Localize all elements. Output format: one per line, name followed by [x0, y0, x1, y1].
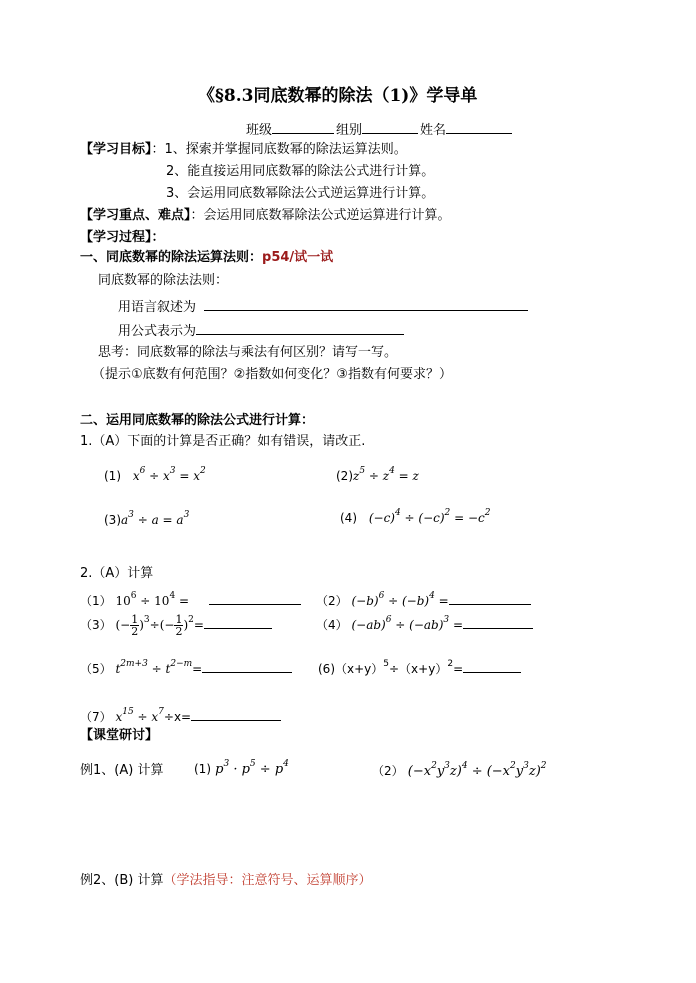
- key-points-label: 【学习重点、难点】: [80, 208, 191, 223]
- example-1-part-2-expr: $(-x^2y^3z)^4 \div (-x^2y^3z)^2$: [407, 761, 547, 779]
- q2-item-1-blank[interactable]: [209, 590, 301, 605]
- q2-item-5-label: （5）: [80, 662, 112, 676]
- group-field: [336, 119, 418, 140]
- q1-item-3-expr: $a^3 \div a = a^3$: [121, 510, 190, 527]
- goal-item-1: ：1、探索并掌握同底数幂的除法运算法则。: [151, 142, 407, 157]
- name-field: [420, 119, 512, 140]
- q2-item-2-blank[interactable]: [449, 590, 531, 605]
- q1-item-4: [340, 509, 490, 527]
- section1-ref: p54/试一试: [262, 250, 334, 265]
- q2-item-7-label: （7）: [80, 710, 112, 724]
- goal-item-3: 3、会运用同底数幂除法公式逆运算进行计算。: [166, 186, 435, 201]
- example-2-hint: （学法指导：注意符号、运算顺序）: [163, 873, 372, 888]
- class-field: [246, 119, 334, 140]
- words-blank[interactable]: [204, 296, 528, 311]
- words-row: [118, 296, 528, 317]
- formula-blank[interactable]: [196, 320, 404, 335]
- q2-item-1-label: （1）: [80, 594, 112, 608]
- class-label: 班级: [246, 123, 273, 138]
- q1-item-1-expr: $x^6 \div x^3 = x^2$: [132, 466, 206, 483]
- class-discussion-label: 【课堂研讨】: [80, 728, 159, 743]
- q2-item-2-label: （2）: [316, 594, 348, 608]
- example-1-part-2: [372, 762, 547, 781]
- q1-item-1: [104, 467, 206, 485]
- q2-item-5: [80, 658, 292, 678]
- formula-row: [118, 320, 404, 341]
- q2-item-4-expr: $(-ab)^6 \div (-ab)^3$ =: [351, 615, 464, 632]
- section1-title: 一、同底数幂的除法运算法则：: [80, 250, 263, 265]
- example-1: [80, 762, 163, 780]
- q2-text: 2.（A）计算: [80, 566, 154, 581]
- name-blank[interactable]: [446, 119, 512, 134]
- rule-label: 同底数幂的除法法则：: [98, 273, 229, 288]
- q2-item-1: [80, 590, 301, 610]
- example-1-part-1-label: (1): [194, 762, 211, 776]
- example-2-label: 例2、(B) 计算: [80, 873, 164, 888]
- example-1-part-1-expr: $p^3 \cdot p^5 \div p^4$: [215, 759, 289, 777]
- q2-item-7-expr: $x^{15} \div x^7$: [115, 707, 164, 724]
- think-text: 思考：同底数幂的除法与乘法有何区别？请写一写。: [98, 345, 398, 360]
- q2-item-6-blank[interactable]: [463, 658, 521, 673]
- q1-item-2-expr: $z^5 \div z^4 = z$: [353, 466, 419, 483]
- formula-label: 用公式表示为: [118, 324, 197, 339]
- q2-item-1-expr: $10^6 \div 10^4$ =: [115, 591, 190, 608]
- q2-item-4-label: （4）: [316, 618, 348, 632]
- q2-item-6-label: (6): [318, 662, 335, 676]
- q2-item-4-blank[interactable]: [463, 614, 533, 629]
- q1-item-2: [336, 467, 419, 485]
- example-2: [80, 872, 371, 890]
- q2-item-3: [80, 614, 272, 637]
- group-label: 组别: [336, 123, 363, 138]
- q2-item-6-mid: ÷（x+y）: [389, 662, 448, 676]
- goal-item-2: 2、能直接运用同底数幂的除法公式进行计算。: [166, 164, 435, 179]
- group-blank[interactable]: [362, 119, 418, 134]
- goals-label: 【学习目标】: [80, 142, 152, 157]
- words-label: 用语言叙述为: [118, 300, 197, 315]
- key-points-text: ：会运用同底数幂除法公式逆运算进行计算。: [190, 208, 451, 223]
- page-title: 《§8.3同底数幂的除法（1)》学导单: [198, 86, 478, 106]
- q2-item-4: [316, 614, 533, 634]
- key-points: [80, 207, 451, 225]
- q2-item-7-blank[interactable]: [191, 706, 281, 721]
- q1-item-2-label: (2): [336, 469, 353, 483]
- q1-item-4-expr: $(-c)^4 \div (-c)^2 = -c^2$: [368, 508, 491, 525]
- q2-item-6: $(6)(x+y)^5\div(x+y)^2=$: [318, 658, 521, 678]
- goals-line-1: [80, 141, 407, 159]
- q2-item-2-expr: $(-b)^6 \div (-b)^4$ =: [351, 591, 449, 608]
- q2-item-6-base: （x+y）: [335, 662, 384, 676]
- q1-item-4-label: (4): [340, 511, 357, 525]
- q2-item-5-expr: $t^{2m+3} \div t^{2-m}=$: [115, 659, 203, 676]
- example-1-part-2-label: （2）: [372, 764, 404, 778]
- section2-heading: 二、运用同底数幂的除法公式进行计算：: [80, 413, 315, 428]
- q1-text: 1.（A）下面的计算是否正确？如有错误，请改正.: [80, 434, 366, 449]
- section1-heading: [80, 249, 333, 267]
- q2-item-3-label: （3）: [80, 618, 112, 632]
- q1-item-3-label: (3): [104, 513, 121, 527]
- example-1-part-1: [194, 760, 289, 779]
- q1-item-3: [104, 511, 189, 529]
- q1-item-1-label: (1): [104, 469, 121, 483]
- q2-item-7: [80, 706, 281, 726]
- name-label: 姓名: [420, 123, 447, 138]
- q2-item-3-blank[interactable]: [204, 614, 272, 629]
- q2-item-7-end: ÷x=: [163, 710, 192, 724]
- q2-item-5-blank[interactable]: [202, 658, 292, 673]
- q2-item-2: [316, 590, 531, 610]
- process-label: 【学习过程】：: [80, 230, 165, 245]
- hint-text: （提示①底数有何范围？②指数如何变化？③指数有何要求？）: [92, 367, 452, 382]
- example-1-label: 例1、(A) 计算: [80, 763, 164, 778]
- q2-item-3-expr: (− $\frac{1}{2}$ )$^3$÷(− $\frac{1}{2}$ )$^2$=: [115, 613, 204, 638]
- class-blank[interactable]: [272, 119, 334, 134]
